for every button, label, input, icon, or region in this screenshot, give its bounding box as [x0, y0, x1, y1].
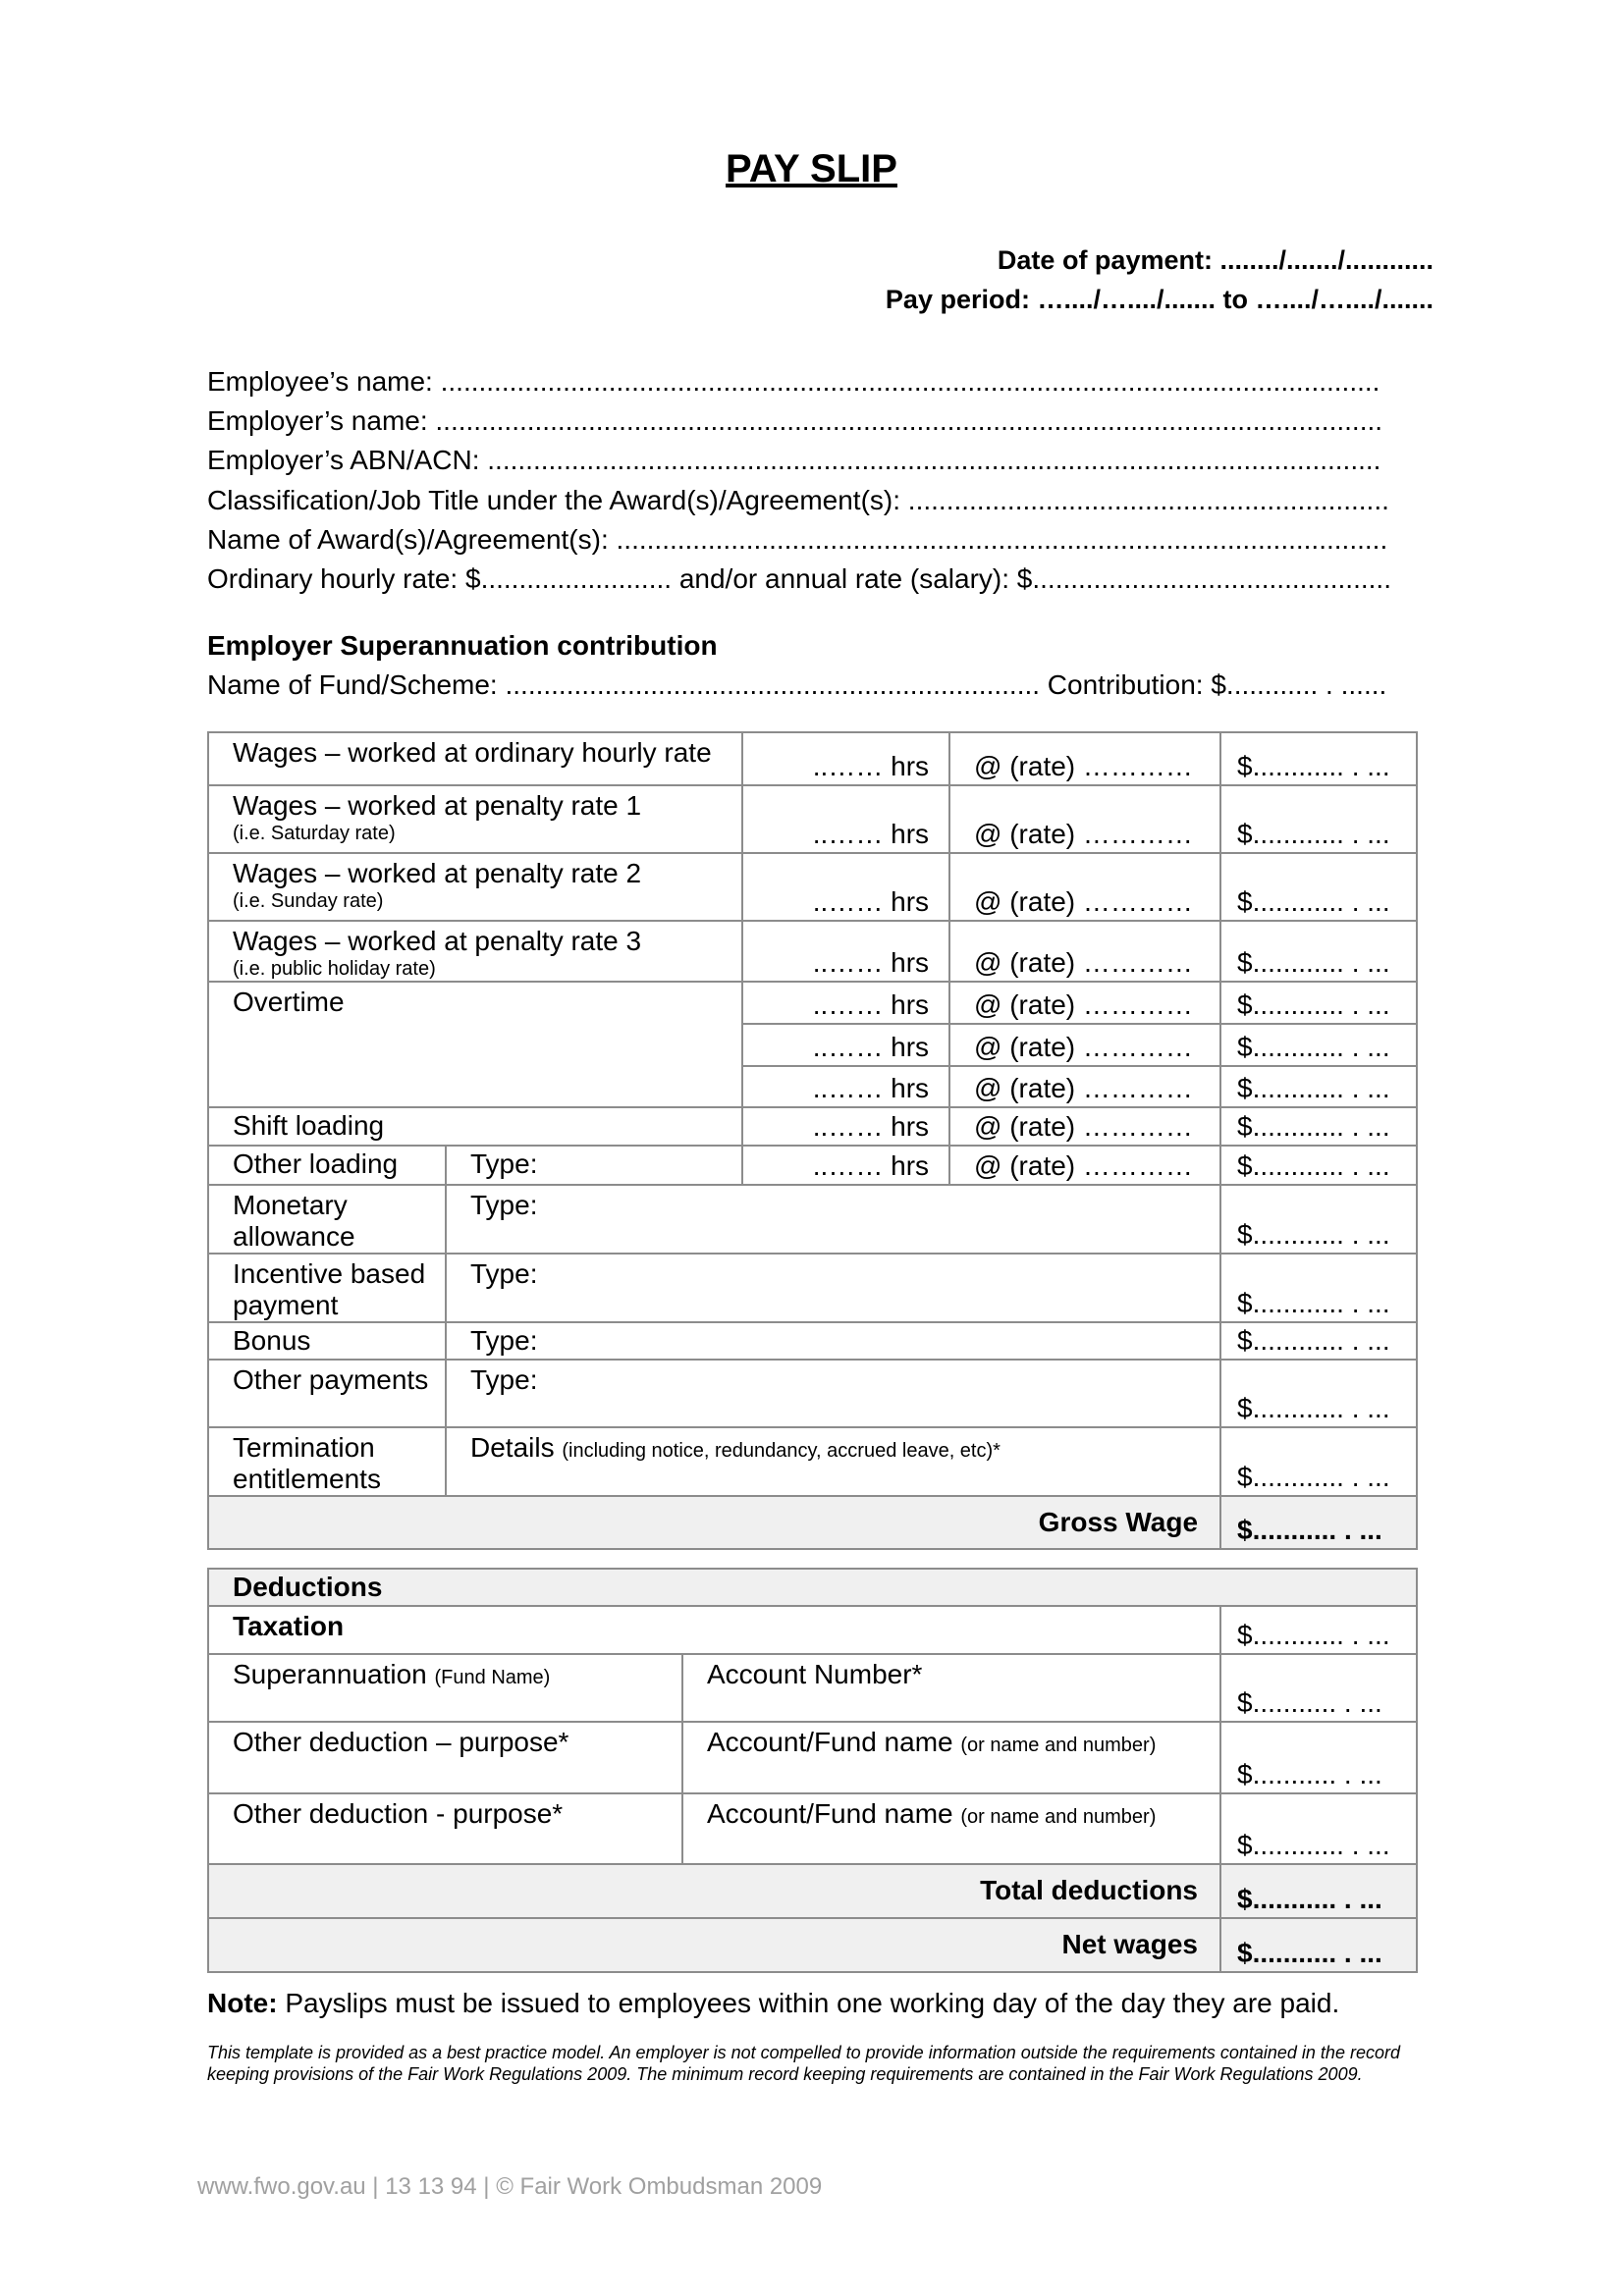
table-row [208, 853, 1417, 921]
amount-field[interactable]: $............ . ... [1237, 1219, 1390, 1250]
row-label: Wages – worked at penalty rate 2 [233, 858, 642, 888]
table-row [208, 1569, 1417, 1606]
row-label: Other loading [233, 1148, 399, 1179]
table-row [208, 1606, 1417, 1654]
row-label: Shift loading [233, 1110, 385, 1141]
table-row [208, 732, 1417, 785]
hours-field[interactable]: ..…… hrs [812, 886, 930, 917]
other-deduction-amount[interactable]: $........... . ... [1237, 1759, 1382, 1789]
row-label: Termination [233, 1432, 375, 1463]
net-wages-row [208, 1918, 1417, 1972]
row-label: Wages – worked at penalty rate 3 [233, 926, 642, 956]
amount-field[interactable]: $............ . ... [1237, 1393, 1390, 1423]
details-label: Details [470, 1432, 555, 1463]
row-label: Monetary [233, 1190, 348, 1220]
footer: www.fwo.gov.au | 13 13 94 | © Fair Work Ombudsman 2009 [197, 2173, 823, 2200]
net-wages-label: Net wages [1061, 1929, 1198, 1959]
amount-field[interactable]: $............ . ... [1237, 1325, 1390, 1356]
account-fund-field[interactable] [683, 1794, 1219, 1830]
hours-field[interactable]: ..…… hrs [812, 1111, 930, 1142]
gross-wage-amount[interactable]: $........... . ... [1237, 1515, 1382, 1545]
note-label: Note: [207, 1988, 278, 2018]
taxation-label: Taxation [233, 1611, 345, 1641]
row-label: Incentive based [233, 1258, 426, 1289]
hourly-rate-field[interactable]: Ordinary hourly rate: $......................... and/or annual rate (salary): $............................................... [207, 563, 1391, 594]
rate-field[interactable]: @ (rate) ………… [974, 886, 1193, 917]
rate-field[interactable]: @ (rate) ………… [974, 1073, 1193, 1103]
total-deductions-label: Total deductions [980, 1875, 1198, 1905]
table-row [208, 921, 1417, 982]
amount-field[interactable]: $............ . ... [1237, 1032, 1390, 1062]
row-label: Bonus [233, 1325, 311, 1356]
rate-field[interactable]: @ (rate) ………… [974, 819, 1193, 849]
account-fund-label: Account/Fund name [707, 1798, 953, 1829]
rate-field[interactable]: @ (rate) ………… [974, 751, 1193, 781]
amount-field[interactable]: $............ . ... [1237, 751, 1390, 781]
row-note: (i.e. public holiday rate) [233, 958, 436, 980]
type-field[interactable]: Type: [470, 1148, 538, 1179]
page-title: PAY SLIP [726, 147, 897, 190]
type-field[interactable]: Type: [470, 1364, 538, 1395]
table-row [208, 1793, 1417, 1864]
pay-period[interactable]: Pay period: …..../…..../....... to …..../…..../....... [885, 285, 1434, 314]
table-row [208, 1185, 1417, 1254]
account-fund-label: Account/Fund name [707, 1727, 953, 1757]
table-row [208, 1146, 1417, 1185]
gross-wage-label: Gross Wage [1038, 1507, 1199, 1537]
disclaimer: This template is provided as a best practice model. An employer is not compelled to provide information outside the requirements contained in the record keeping provisions of the Fair Work Regulations 2009. The minimum record keeping requirements are contained in the Fair Work Regulations 2009. [207, 2043, 1400, 2084]
type-field[interactable]: Type: [470, 1190, 538, 1220]
gross-wage-row [208, 1496, 1417, 1549]
hours-field[interactable]: ..…… hrs [812, 947, 930, 978]
note [207, 1988, 1339, 2019]
total-deductions-row [208, 1864, 1417, 1918]
classification-field[interactable]: Classification/Job Title under the Award(s)/Agreement(s): ............................................................... [207, 485, 1389, 515]
account-fund-note: (or name and number) [960, 1735, 1157, 1756]
rate-field[interactable]: @ (rate) ………… [974, 1150, 1193, 1181]
earnings-table [207, 731, 1418, 1550]
row-note: (i.e. Sunday rate) [233, 890, 384, 912]
hours-field[interactable]: ..…… hrs [812, 1073, 930, 1103]
hours-field[interactable]: ..…… hrs [812, 989, 930, 1020]
rate-field[interactable]: @ (rate) ………… [974, 1032, 1193, 1062]
amount-field[interactable]: $............ . ... [1237, 947, 1390, 978]
details-note: (including notice, redundancy, accrued leave, etc)* [562, 1440, 1001, 1462]
hours-field[interactable]: ..…… hrs [812, 819, 930, 849]
rate-field[interactable]: @ (rate) ………… [974, 989, 1193, 1020]
net-wages-amount[interactable]: $........... . ... [1237, 1938, 1382, 1968]
table-row [208, 982, 1417, 1024]
account-fund-note: (or name and number) [960, 1806, 1157, 1828]
table-row [208, 1427, 1417, 1496]
rate-field[interactable]: @ (rate) ………… [974, 1111, 1193, 1142]
hours-field[interactable]: ..…… hrs [812, 1150, 930, 1181]
table-row [208, 1107, 1417, 1146]
table-row [208, 1360, 1417, 1427]
row-label: payment [233, 1290, 339, 1320]
table-row [208, 785, 1417, 853]
amount-field[interactable]: $............ . ... [1237, 1462, 1390, 1492]
table-row [208, 1722, 1417, 1793]
row-label: Overtime [233, 987, 345, 1017]
deductions-table [207, 1568, 1418, 1973]
amount-field[interactable]: $............ . ... [1237, 886, 1390, 917]
table-row [208, 1254, 1417, 1322]
row-label: Wages – worked at ordinary hourly rate [233, 737, 712, 768]
fund-name-note: (Fund Name) [434, 1667, 551, 1688]
type-field[interactable]: Type: [470, 1325, 538, 1356]
super-deduction-amount[interactable]: $........... . ... [1237, 1687, 1382, 1718]
amount-field[interactable]: $............ . ... [1237, 989, 1390, 1020]
other-deduction-amount[interactable]: $............ . ... [1237, 1830, 1390, 1860]
amount-field[interactable]: $............ . ... [1237, 1111, 1390, 1142]
superannuation-field[interactable] [209, 1655, 681, 1690]
employer-abn-field[interactable]: Employer’s ABN/ACN: ..................................................................................................................... [207, 445, 1381, 475]
row-label: allowance [233, 1221, 355, 1252]
superannuation-label: Superannuation [233, 1659, 427, 1689]
other-deduction-purpose-field[interactable]: Other deduction - purpose* [233, 1798, 564, 1829]
hours-field[interactable]: ..…… hrs [812, 1032, 930, 1062]
table-row [208, 1322, 1417, 1360]
employer-name-field[interactable]: Employer’s name: ............................................................................................................................ [207, 405, 1383, 436]
taxation-amount[interactable]: $............ . ... [1237, 1620, 1390, 1650]
amount-field[interactable]: $............ . ... [1237, 1073, 1390, 1103]
super-heading: Employer Superannuation contribution [207, 630, 718, 661]
date-of-payment[interactable]: Date of payment: ......../......./............ [997, 245, 1434, 275]
amount-field[interactable]: $............ . ... [1237, 819, 1390, 849]
row-note: (i.e. Saturday rate) [233, 823, 396, 844]
note-text: Payslips must be issued to employees within one working day of the day they are paid. [277, 1988, 1340, 2018]
deductions-heading: Deductions [233, 1572, 383, 1602]
other-deduction-purpose-field[interactable]: Other deduction – purpose* [233, 1727, 569, 1757]
total-deductions-amount[interactable]: $........... . ... [1237, 1884, 1382, 1914]
row-label: entitlements [233, 1464, 381, 1494]
award-name-field[interactable]: Name of Award(s)/Agreement(s): ..................................................................................................... [207, 524, 1388, 555]
rate-field[interactable]: @ (rate) ………… [974, 947, 1193, 978]
row-label: Other payments [233, 1364, 429, 1395]
hours-field[interactable]: ..…… hrs [812, 751, 930, 781]
table-row [208, 1654, 1417, 1722]
details-field[interactable] [447, 1428, 1219, 1464]
employee-name-field[interactable]: Employee’s name: ........................................................................................................................... [207, 366, 1380, 397]
account-fund-field[interactable] [683, 1723, 1219, 1758]
type-field[interactable]: Type: [470, 1258, 538, 1289]
amount-field[interactable]: $............ . ... [1237, 1150, 1390, 1181]
super-fund-field[interactable]: Name of Fund/Scheme: ...................................................................... Contribution: $............ . ...... [207, 669, 1387, 700]
row-label: Wages – worked at penalty rate 1 [233, 790, 642, 821]
amount-field[interactable]: $............ . ... [1237, 1288, 1390, 1318]
account-number-field[interactable]: Account Number* [707, 1659, 923, 1689]
